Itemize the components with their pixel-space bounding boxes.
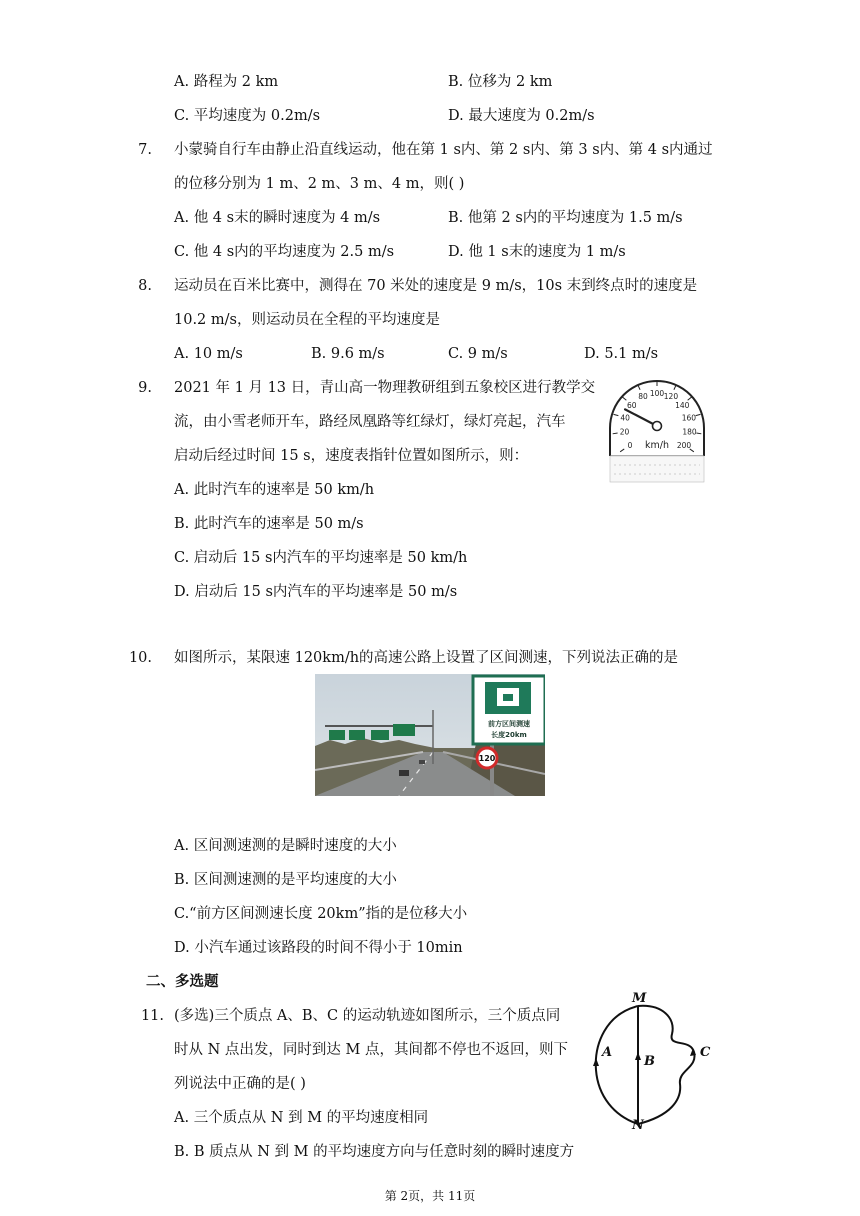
label-b: B: [644, 1054, 655, 1069]
q7-option-c: C. 他 4 s内的平均速度为 2.5 m/s: [174, 244, 395, 260]
trajectory-svg: [584, 990, 720, 1130]
speedometer-figure: [600, 368, 714, 484]
q11-number: 11.: [140, 1008, 164, 1024]
q10-option-d: D. 小汽车通过该路段的时间不得小于 10min: [174, 940, 463, 956]
q6-option-b: B. 位移为 2 km: [448, 74, 553, 90]
gauge-tick-label: 40: [620, 413, 630, 423]
gauge-tick: [623, 397, 627, 400]
speedometer-svg: [600, 368, 714, 484]
path-a: [596, 1006, 638, 1124]
label-m: M: [632, 991, 647, 1006]
q8-stem-line1: 运动员在百米比赛中，测得在 70 米处的速度是 9 m/s，10s 末到终点时的速度是: [174, 278, 698, 294]
q6-option-c: C. 平均速度为 0.2m/s: [174, 108, 321, 124]
gauge-tick-label: 180: [682, 427, 697, 437]
q9-option-a: A. 此时汽车的速率是 50 km/h: [174, 482, 375, 498]
q7-option-b: B. 他第 2 s内的平均速度为 1.5 m/s: [448, 210, 683, 226]
highway-photo: [315, 674, 545, 796]
q6-option-a: A. 路程为 2 km: [174, 74, 279, 90]
q11-stem-line3: 列说法中正确的是( ): [174, 1076, 306, 1092]
label-n: N: [632, 1118, 644, 1130]
q8-number: 8.: [138, 278, 152, 294]
q11-stem-line1: (多选)三个质点 A、B、C 的运动轨迹如图所示，三个质点同: [174, 1008, 561, 1024]
gauge-tick-label: 100: [649, 389, 665, 398]
q11-option-b: B. B 质点从 N 到 M 的平均速度方向与任意时刻的瞬时速度方: [174, 1144, 575, 1160]
q9-option-b: B. 此时汽车的速率是 50 m/s: [174, 516, 364, 532]
speed-limit-text: 120: [478, 754, 496, 763]
q10-number: 10.: [128, 650, 152, 666]
section-title-multiple-choice: 二、多选题: [146, 973, 219, 990]
gauge-tick: [696, 433, 701, 434]
q11-stem-line2: 时从 N 点出发，同时到达 M 点，其间都不停也不返回，则下: [174, 1042, 568, 1058]
speedometer-unit: km/h: [645, 440, 669, 451]
q11-option-a: A. 三个质点从 N 到 M 的平均速度相同: [174, 1110, 429, 1126]
q10-option-a: A. 区间测速测的是瞬时速度的大小: [174, 838, 397, 854]
gauge-tick: [614, 414, 619, 415]
q10-option-c: C.“前方区间测速长度 20km”指的是位移大小: [174, 906, 468, 922]
gauge-tick: [638, 385, 640, 390]
gauge-tick-label: 0: [627, 440, 633, 450]
gauge-tick: [620, 449, 624, 452]
q8-option-a: A. 10 m/s: [174, 346, 243, 362]
sign-text-line1: 前方区间测速: [488, 720, 530, 728]
gauge-tick: [696, 414, 701, 415]
gauge-tick-label: 20: [619, 427, 630, 437]
gauge-tick-label: 80: [638, 392, 648, 402]
label-c: C: [700, 1045, 711, 1060]
trajectory-diagram: [584, 990, 720, 1130]
q10-option-b: B. 区间测速测的是平均速度的大小: [174, 872, 397, 888]
q9-stem-line2: 流，由小雪老师开车，路经凤凰路等红绿灯，绿灯亮起，汽车: [174, 414, 566, 430]
q7-option-a: A. 他 4 s末的瞬时速度为 4 m/s: [174, 210, 381, 226]
q9-stem-line1: 2021 年 1 月 13 日，青山高一物理教研组到五象校区进行教学交: [174, 380, 596, 396]
gauge-tick-label: 200: [676, 440, 692, 450]
q10-stem-line1: 如图所示，某限速 120km/h的高速公路上设置了区间测速，下列说法正确的是: [174, 650, 679, 666]
q7-number: 7.: [138, 142, 152, 158]
gauge-tick: [613, 433, 618, 434]
gauge-tick-label: 160: [681, 413, 697, 423]
q8-stem-line2: 10.2 m/s，则运动员在全程的平均速度是: [174, 312, 440, 328]
label-a: A: [602, 1045, 613, 1060]
q7-stem-line2: 的位移分别为 1 m、2 m、3 m、4 m，则( ): [174, 176, 465, 192]
q7-option-d: D. 他 1 s末的速度为 1 m/s: [448, 244, 626, 260]
gauge-tick-label: 120: [663, 392, 679, 402]
gauge-tick-label: 60: [626, 400, 637, 410]
gauge-tick-label: 140: [675, 400, 690, 410]
needle-hub: [653, 422, 662, 431]
sign-text-line2: 长度20km: [491, 731, 527, 739]
q9-number: 9.: [138, 380, 152, 396]
q7-stem-line1: 小蒙骑自行车由静止沿直线运动，他在第 1 s内、第 2 s内、第 3 s内、第 4 s内通过: [174, 142, 713, 158]
highway-photo-svg: [315, 674, 545, 796]
q8-option-b: B. 9.6 m/s: [311, 346, 385, 362]
q9-option-c: C. 启动后 15 s内汽车的平均速率是 50 km/h: [174, 550, 468, 566]
q9-option-d: D. 启动后 15 s内汽车的平均速率是 50 m/s: [174, 584, 458, 600]
q6-option-d: D. 最大速度为 0.2m/s: [448, 108, 595, 124]
q8-option-d: D. 5.1 m/s: [584, 346, 659, 362]
page-footer: 第 2页，共 11页: [384, 1189, 476, 1203]
q8-option-c: C. 9 m/s: [448, 346, 508, 362]
q9-stem-line3: 启动后经过时间 15 s，速度表指针位置如图所示，则：: [174, 448, 529, 464]
gauge-tick: [674, 385, 676, 390]
